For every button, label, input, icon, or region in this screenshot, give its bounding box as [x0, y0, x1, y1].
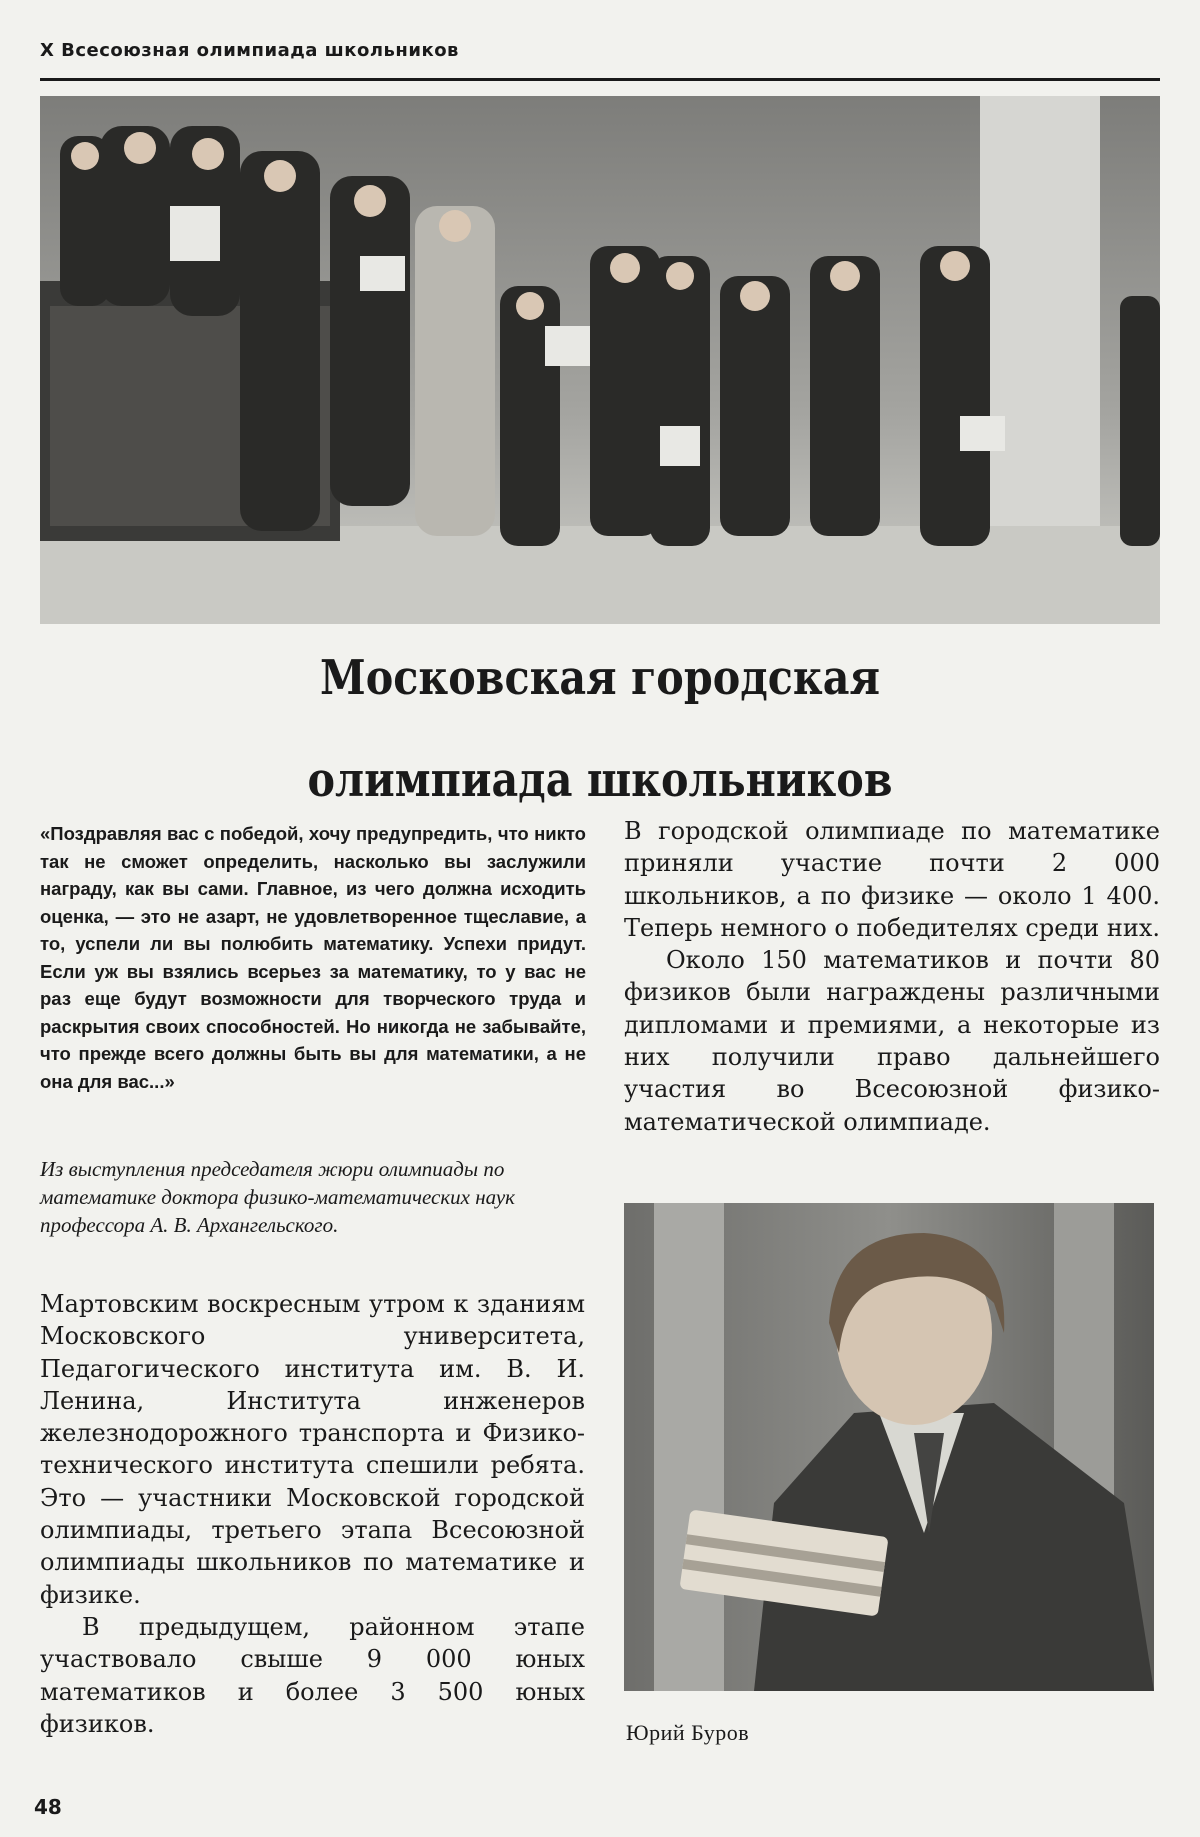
- paragraph: Мартовским воскресным утром к зданиям Московского университета, Педагогического института им. В. И. Ленина, Института инженеров железнодорожного транспорта и Физико-технического института спешили ребята. Это — участники Московской городской олимпиады, третьего этапа Всесоюзной олимпиады школьников по математике и физике.: [40, 1290, 585, 1609]
- article-title-line2: олимпиада школьников: [307, 752, 893, 808]
- paragraph: Около 150 математиков и почти 80 физиков были награждены различными дипломами и премиями, а некоторые из них получили право дальнейшего участия во Всесоюзной физико-математической олимпиаде.: [624, 946, 1160, 1136]
- photo-caption: Юрий Буров: [626, 1720, 750, 1745]
- epigraph-quote: «Поздравляя вас с победой, хочу предупредить, что никто так не сможет определить, насколько вы заслужили награду, как вы сами. Главное, из чего должна исходить оценка, — это не азарт, не удовлетворенное тщеславие, а то, успели ли вы полюбить математику. Успехи придут. Если уж вы взялись всерьез за математику, то у вас не раз еще будут возможности для творческого труда и раскрытия своих способностей. Но никогда не забывайте, что прежде всего должны быть вы для математики, а не она для вас...»: [40, 823, 586, 1092]
- running-head: X Всесоюзная олимпиада школьников: [40, 40, 459, 61]
- epigraph-source: Из выступления председателя жюри олимпиады по математике доктора физико-математических наук профессора А. В. Архангельского.: [40, 1157, 516, 1237]
- portrait-photo: [624, 1203, 1154, 1691]
- paragraph: В предыдущем, районном этапе участвовало свыше 9 000 юных математиков и более 3 500 юных физиков.: [40, 1612, 585, 1738]
- paragraph: В городской олимпиаде по математике приняли участие почти 2 000 школьников, а по физике — около 1 400. Теперь немного о победителях среди них.: [624, 817, 1160, 942]
- page-number: 48: [34, 1795, 62, 1819]
- header-rule: [40, 78, 1160, 81]
- left-column-text: [40, 1288, 585, 1740]
- group-photo: [40, 96, 1160, 624]
- right-column-text: [624, 815, 1160, 1138]
- article-title-line1: Московская городская: [320, 650, 880, 706]
